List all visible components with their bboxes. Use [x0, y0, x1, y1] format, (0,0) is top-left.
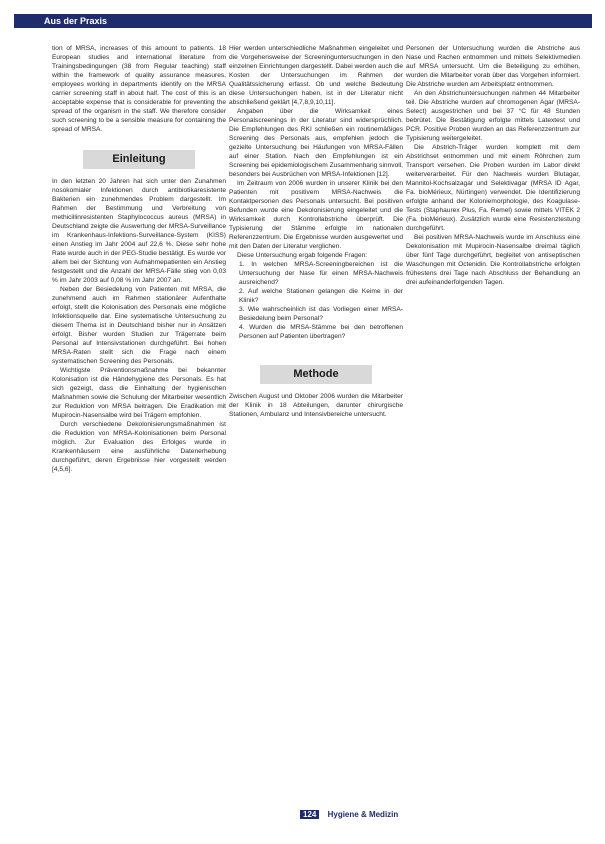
col2-paragraph-4: Diese Untersuchung ergab folgende Fragen:: [237, 252, 368, 259]
col3-paragraph-1: Personen der Untersuchung wurden die Abstriche aus Nase und Rachen entnommen und mittels Selektivmedien auf MRSA untersucht. Um die Beteiligung zu erhöhen, wurden die Mitarbeiter vorab über das Vorgehen informiert. Die Abstriche wurden am Arbeitsplatz entnommen.: [406, 45, 580, 88]
col3-paragraph-4: Bei positiven MRSA-Nachweis wurde im Anschluss eine Dekolonisation mit Mupirocin-Nasensalbe dreimal täglich über fünf Tage durchgeführt, begleitet von antiseptischen Waschungen mit Octenidin. Die Kontrollabstriche erfolgten frühestens drei Tage nach Abschluss der Behandlung an drei aufeinanderfolgenden Tagen.: [406, 234, 580, 286]
journal-name: Hygiene & Medizin: [327, 810, 399, 819]
question-item: 3. Wie wahrscheinlich ist das Vorliegen einer MRSA-Besiedelung beim Personal?: [239, 306, 403, 322]
methods-paragraph-1: Zwischen August und Oktober 2006 wurden die Mitarbeiter der Klinik in 18 Abteilungen, darunter chirurgische Stationen, Ambulanz und Intensivbereiche untersucht.: [229, 393, 403, 418]
question-list: [229, 260, 403, 341]
question-item: 4. Wurden die MRSA-Stämme bei den betroffenen Personen auf Patienten übertragen?: [239, 324, 403, 340]
page-number: 124: [300, 810, 319, 819]
column-3: [406, 44, 580, 287]
column-1: [52, 44, 226, 474]
intro-paragraph-3: Wichtigste Präventionsmaßnahme bei bekannter Kolonisation ist die Händehygiene des Personals. Es hat sich gezeigt, dass die Einhaltung der hygienischen Maßnahmen sowie die Schulung der Mitarbeiter wesentlich zur Reduktion von MRSA beitragen. Die Eradikation mit Mupirocin-Nasensalbe wird bei Trägern empfohlen.: [52, 367, 226, 419]
section-label: Aus der Praxis: [44, 16, 108, 26]
abstract-text: tion of MRSA, increases of this amount to patients. 18 European studies and international literature from Trainingsbedingungen (38 from Regular teaching) staff within the framework of quality assurance measures, employees working in departments identify on the MRSA carrier screening staff in about half. The cost of this is an acceptable expense that is considerable for preventing the spread of the organism in the staff. We therefore consider such screening to be a sensible measure for containing the spread of MRSA.: [52, 45, 226, 133]
question-item: 2. Auf welche Stationen gelangen die Keime in der Klinik?: [239, 288, 403, 304]
col2-paragraph-3: Im Zeitraum von 2006 wurden in unserer Klinik bei den Patienten mit positivem MRSA-Nachweis die Kontaktpersonen des Personals untersucht. Bei positiven Befunden wurde eine Dekolonisierung eingeleitet und die Wirksamkeit durch Kontrollabstriche überprüft. Die Typisierung der Stämme erfolgte im nationalen Referenzzentrum. Die Ergebnisse wurden ausgewertet und mit den Daten der Literatur verglichen.: [229, 180, 403, 250]
intro-paragraph-1: In den letzten 20 Jahren hat sich unter den Zunahmen nosokomialer Infektionen durch antibiotikaresistente Bakterien ein zunehmendes Problem dargestellt. Im Rahmen der Bestimmung und Verbreitung von methicillinresistenten Staphylococcus aureus (MRSA) in Deutschland zeigte die Auswertung der MRSA-Surveillance im Krankenhaus-Infektions-Surveillance-System (KISS) einen Anstieg im Jahr 2004 auf 22,6 %. Diese sehr hohe Rate wurde auch in der PEG-Studie bestätigt. Es wurde vor allem bei der Sichtung von Aufnahmepatienten ein Anstieg festgestellt und die Anzahl der MRSA-Fälle stieg von 0,03 % im Jahr 2003 auf 0,08 % im Jahr 2007 an.: [52, 178, 226, 284]
col2-paragraph-1: Hier werden unterschiedliche Maßnahmen eingeleitet und die Vorgehensweise der Screeninguntersuchungen in den einzelnen Einrichtungen dargestellt. Dabei werden auch die Kosten der Untersuchungen im Rahmen der Qualitätssicherung erfasst. Ob und welche Bedeutung diese Untersuchungen haben, ist in der Literatur nicht abschließend geklärt [4,7,8,9,10,11].: [229, 45, 403, 106]
intro-paragraph-2: Neben der Besiedelung von Patienten mit MRSA, die zunehmend auch im Rahmen stationärer Aufenthalte erfolgt, stellt die Kolonisation des Personals eine mögliche Infektionsquelle dar. Eine systematische Untersuchung zu diesem Thema ist in Deutschland bisher nur in Ansätzen erfolgt. Bisher wurden Studien zur Trägerrate beim Personal auf Intensivstationen durchgeführt. Bei hohen MRSA-Raten stellt sich die Frage nach einem systematischen Screening des Personals.: [52, 286, 226, 365]
heading-einleitung: Einleitung: [83, 150, 195, 169]
question-item: 1. In welchen MRSA-Screeningbereichen ist die Untersuchung der Nase für einen MRSA-Nachweis ausreichend?: [239, 261, 403, 286]
col2-paragraph-2: Angaben über die Wirksamkeit eines Personalscreenings in der Literatur sind widersprüchlich. Die Empfehlungen des RKI schließen ein routinemäßiges Screening des Personals aus, empfehlen jedoch die gezielte Untersuchung bei Häufungen von MRSA-Fällen auf einer Station. Nach den Empfehlungen ist ein Screening bei epidemiologischem Zusammenhang sinnvoll, besonders bei Ausbrüchen von MRSA-Infektionen [12].: [229, 108, 403, 178]
col3-paragraph-2: An den Abstrichuntersuchungen nahmen 44 Mitarbeiter teil. Die Abstriche wurden auf chromogenen Agar (MRSA-Select) ausgestrichen und bei 37 °C für 48 Stunden bebrütet. Die Bestätigung erfolgte mittels Latextest und PCR. Positive Proben wurden an das Referenzzentrum zur Typisierung weitergeleitet.: [406, 90, 580, 142]
col3-paragraph-3: Die Abstrich-Träger wurden komplett mit dem Abstrichset entnommen und mit einem Röhrchen zum Transport versehen. Die Proben wurden im Labor direkt weiterverarbeitet. Für den Nachweis wurden Blutagar, Mannitol-Kochsalzagar und Selektivagar (MRSA ID Agar, Fa. bioMérieux, Nürtingen) verwendet. Die Identifizierung erfolgte anhand der Koloniemorphologie, des Koagulase-Tests (Staphaurex Plus, Fa. Remel) sowie mittels VITEK 2 (Fa. bioMérieux). Zusätzlich wurde eine Resistenztestung durchgeführt.: [406, 144, 580, 232]
intro-paragraph-4: Durch verschiedene Dekolonisierungsmaßnahmen ist die Reduktion von MRSA-Kolonisationen beim Personal möglich. Zur Evaluation des Erfolges wurde in Krankenhäusern eine ausführliche Datenerhebung durchgeführt, deren Ergebnisse hier vorgestellt werden [4,5,6].: [52, 421, 226, 473]
page-footer: [300, 810, 398, 824]
header-band: [14, 14, 592, 28]
heading-methode: Methode: [260, 365, 372, 384]
column-2: [229, 44, 403, 419]
